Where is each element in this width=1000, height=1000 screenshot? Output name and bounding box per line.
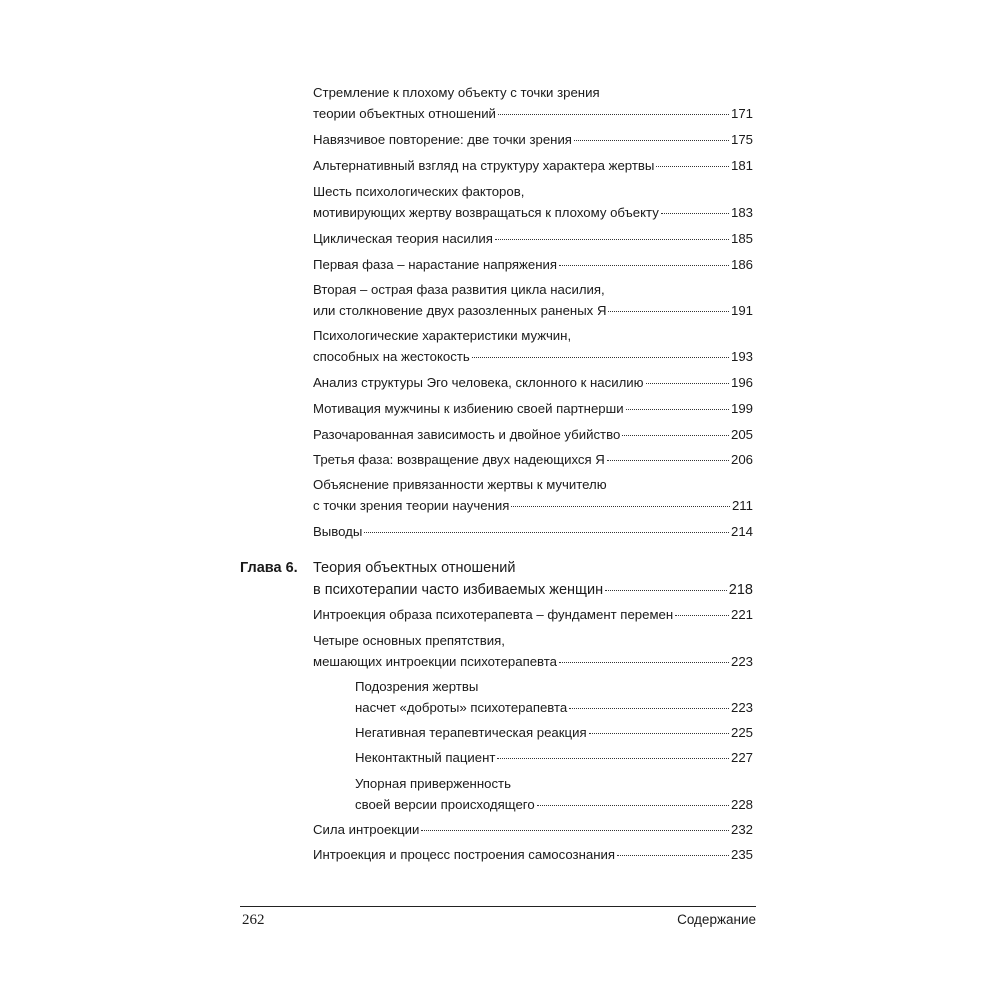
toc-subentry (355, 722, 753, 743)
dot-leader (656, 165, 729, 167)
toc-entry (313, 604, 753, 625)
toc-entry-text: Психологические характеристики мужчин, (313, 328, 572, 343)
dot-leader (608, 310, 729, 312)
toc-entry-text: с точки зрения теории научения (313, 498, 510, 513)
toc-entry-line (313, 82, 753, 103)
toc-entry-line (313, 495, 753, 516)
toc-entry-text: Третья фаза: возвращение двух надеющихся Я (313, 452, 605, 467)
toc-entry-line (313, 579, 753, 601)
toc-entry-text: Первая фаза – нарастание напряжения (313, 257, 558, 272)
toc-entry-line (313, 630, 753, 651)
dot-leader (495, 238, 729, 240)
dot-leader (537, 804, 729, 806)
toc-entry-text: Негативная терапевтическая реакция (355, 725, 587, 740)
toc-entry-line (313, 279, 753, 300)
dot-leader (497, 757, 729, 759)
footer-section-title: Содержание (677, 912, 756, 927)
toc-page-number: 221 (730, 607, 753, 622)
toc-entry-text: в психотерапии часто избиваемых женщин (313, 582, 604, 598)
toc-entry-line (313, 844, 753, 865)
toc-page-number: 235 (730, 847, 753, 862)
toc-page-number: 183 (730, 205, 753, 220)
toc-entry-line (355, 697, 753, 718)
dot-leader (589, 732, 729, 734)
toc-entry-line (313, 300, 753, 321)
toc-entry-text: Альтернативный взгляд на структуру характера жертвы (313, 158, 655, 173)
toc-page-number: 227 (730, 750, 753, 765)
toc-entry-line (313, 651, 753, 672)
dot-leader (364, 531, 729, 533)
toc-entry (313, 82, 753, 124)
toc-page-number: 214 (730, 524, 753, 539)
toc-entry-text: Шесть психологических факторов, (313, 184, 525, 199)
toc-subentry (355, 676, 753, 718)
toc-subentry (355, 747, 753, 768)
toc-entry (313, 819, 753, 840)
toc-entry-text: или столкновение двух разозленных раненых Я (313, 303, 607, 318)
toc-entry-line (313, 228, 753, 249)
dot-leader (569, 707, 729, 709)
toc-entry-text: способных на жестокость (313, 349, 470, 364)
dot-leader (421, 829, 729, 831)
toc-entry-text: насчет «доброты» психотерапевта (355, 700, 568, 715)
dot-leader (622, 434, 729, 436)
toc-entry-text: Вторая – острая фаза развития цикла насилия, (313, 282, 605, 297)
dot-leader (607, 459, 729, 461)
toc-entry-line (313, 103, 753, 124)
dot-leader (574, 139, 729, 141)
toc-entry (313, 844, 753, 865)
toc-entry-text: Подозрения жертвы (355, 679, 479, 694)
toc-entry (313, 474, 753, 516)
toc-entry-line (313, 325, 753, 346)
toc-page-number: 186 (730, 257, 753, 272)
dot-leader (675, 614, 729, 616)
toc-entry-line (355, 747, 753, 768)
toc-entry-line (355, 722, 753, 743)
toc-entry-text: Циклическая теория насилия (313, 231, 493, 246)
toc-entry-text: Выводы (313, 524, 363, 539)
toc-entry-text: Упорная приверженность (355, 776, 511, 791)
dot-leader (559, 264, 729, 266)
toc-entry-line (355, 676, 753, 697)
toc-entry-text: Мотивация мужчины к избиению своей партнерши (313, 401, 624, 416)
toc-page-number: 206 (730, 452, 753, 467)
toc-entry-text: Стремление к плохому объекту с точки зрения (313, 85, 600, 100)
toc-page-number: 223 (730, 700, 753, 715)
dot-leader (617, 854, 729, 856)
footer-rule (240, 906, 756, 907)
chapter-title (313, 557, 753, 601)
toc-entry (313, 630, 753, 672)
toc-entry-line (355, 794, 753, 815)
toc-entry-text: мешающих интроекции психотерапевта (313, 654, 557, 669)
dot-leader (661, 212, 729, 214)
toc-entry-line (313, 181, 753, 202)
toc-entry-line (313, 129, 753, 150)
toc-entry-text: Навязчивое повторение: две точки зрения (313, 132, 572, 147)
toc-entry (313, 228, 753, 249)
toc-subentry (355, 773, 753, 815)
footer-page-number: 262 (242, 912, 265, 928)
toc-entry (313, 398, 753, 419)
dot-leader (472, 356, 729, 358)
toc-entry (313, 449, 753, 470)
toc-entry-text: Неконтактный пациент (355, 750, 496, 765)
toc-entry-line (313, 372, 753, 393)
dot-leader (498, 113, 729, 115)
toc-entry-text: Анализ структуры Эго человека, склонного к насилию (313, 375, 644, 390)
toc-page-number: 196 (730, 375, 753, 390)
dot-leader (626, 408, 729, 410)
toc-page-number: 232 (730, 822, 753, 837)
toc-entry-line (313, 474, 753, 495)
dot-leader (646, 382, 729, 384)
toc-entry (313, 155, 753, 176)
toc-entry-text: Интроекция и процесс построения самосознания (313, 847, 616, 862)
toc-entry-line (313, 819, 753, 840)
toc-entry (313, 129, 753, 150)
chapter-label: Глава 6. (240, 560, 298, 576)
toc-page-number: 175 (730, 132, 753, 147)
toc-entry-line (355, 773, 753, 794)
toc-entry-line (313, 202, 753, 223)
toc-entry-text: Интроекция образа психотерапевта – фундамент перемен (313, 607, 674, 622)
toc-entry (313, 372, 753, 393)
toc-entry-text: теории объектных отношений (313, 106, 496, 121)
toc-entry-line (313, 557, 753, 579)
toc-entry-text: мотивирующих жертву возвращаться к плохому объекту (313, 205, 659, 220)
toc-entry-line (313, 398, 753, 419)
toc-page-number: 181 (730, 158, 753, 173)
toc-entry-line (313, 449, 753, 470)
toc-entry-text: Четыре основных препятствия, (313, 633, 505, 648)
toc-entry-text: Разочарованная зависимость и двойное убийство (313, 427, 621, 442)
toc-entry-line (313, 155, 753, 176)
toc-entry-text: Теория объектных отношений (313, 560, 516, 576)
toc-page-number: 228 (730, 797, 753, 812)
toc-entry (313, 424, 753, 445)
toc-page-number: 199 (730, 401, 753, 416)
toc-entry-line (313, 521, 753, 542)
toc-page-number: 185 (730, 231, 753, 246)
toc-page-number: 191 (730, 303, 753, 318)
toc-entry (313, 521, 753, 542)
toc-entry (313, 325, 753, 367)
toc-entry (313, 254, 753, 275)
toc-entry (313, 279, 753, 321)
toc-page-number: 211 (731, 498, 753, 513)
toc-entry-text: своей версии происходящего (355, 797, 535, 812)
toc-entry-line (313, 346, 753, 367)
dot-leader (605, 589, 727, 591)
toc-page-number: 171 (730, 106, 753, 121)
toc-entry-text: Сила интроекции (313, 822, 420, 837)
toc-entry (313, 181, 753, 223)
toc-entry-text: Объяснение привязанности жертвы к мучителю (313, 477, 607, 492)
toc-page-number: 218 (728, 582, 753, 598)
dot-leader (511, 505, 730, 507)
toc-entry-line (313, 604, 753, 625)
toc-page-number: 193 (730, 349, 753, 364)
toc-page-number: 205 (730, 427, 753, 442)
toc-page-number: 225 (730, 725, 753, 740)
toc-entry-line (313, 424, 753, 445)
toc-page-number: 223 (730, 654, 753, 669)
dot-leader (559, 661, 729, 663)
toc-entry-line (313, 254, 753, 275)
